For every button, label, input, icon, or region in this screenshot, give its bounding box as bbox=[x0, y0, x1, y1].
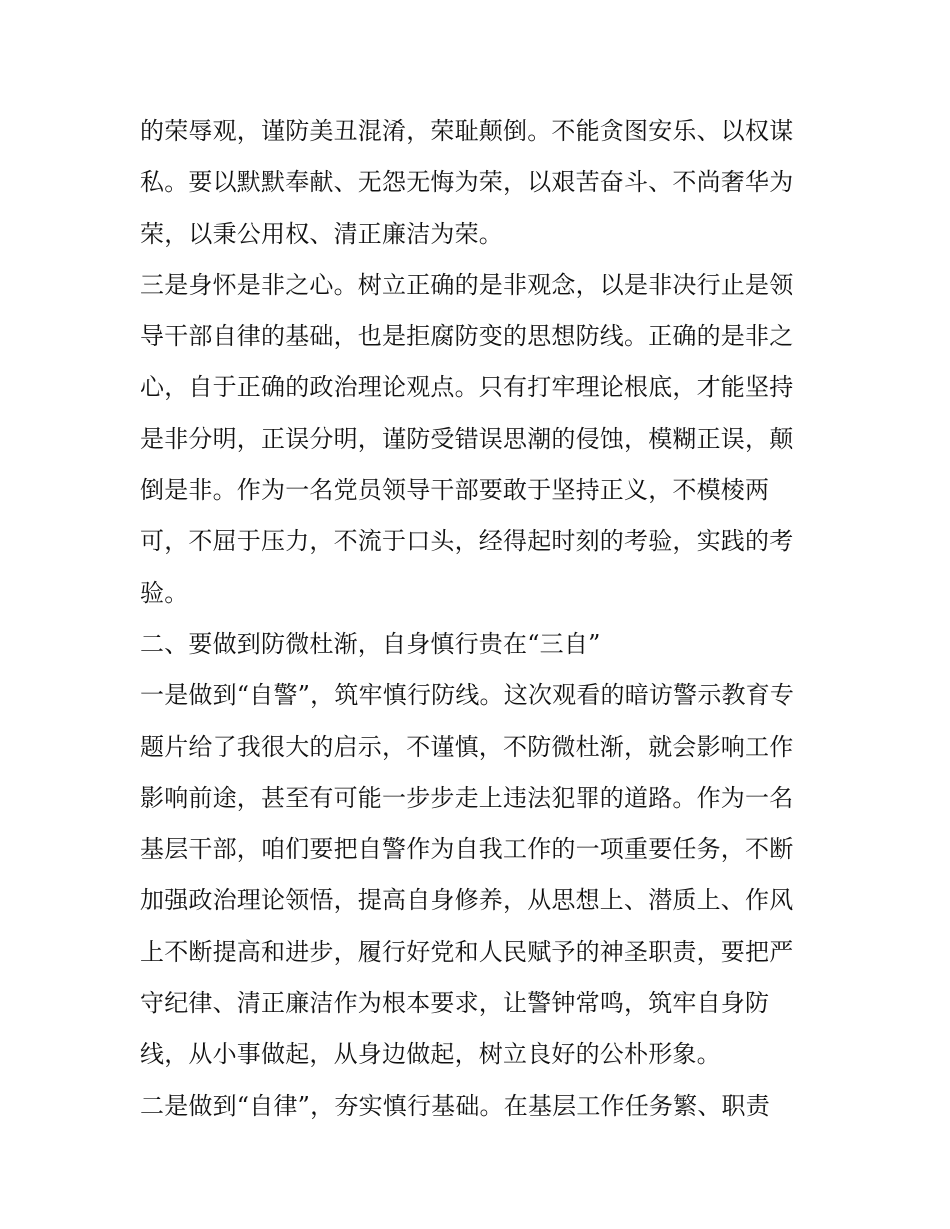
text-line: 倒是非。作为一名党员领导干部要敢于坚持正义，不模棱两 bbox=[140, 476, 770, 505]
text-line: 可，不屈于压力，不流于口头，经得起时刻的考验，实践的考 bbox=[140, 527, 794, 556]
text-line: 守纪律、清正廉洁作为根本要求，让警钟常鸣，筑牢自身防 bbox=[140, 989, 770, 1018]
text-line: 线，从小事做起，从身边做起，树立良好的公朴形象。 bbox=[140, 1040, 721, 1069]
text-line: 一是做到“自警”，筑牢慎行防线。这次观看的暗访警示教育专 bbox=[140, 681, 795, 710]
text-line: 上不断提高和进步，履行好党和人民赋予的神圣职责，要把严 bbox=[140, 937, 794, 966]
text-line: 题片给了我很大的启示，不谨慎，不防微杜渐，就会影响工作 bbox=[140, 732, 794, 761]
text-line: 影响前途，甚至有可能一步步走上违法犯罪的道路。作为一名 bbox=[140, 783, 794, 812]
text-line: 是非分明，正误分明，谨防受错误思潮的侵蚀，模糊正误，颠 bbox=[140, 424, 794, 453]
text-line: 基层干部，咱们要把自警作为自我工作的一项重要任务，不断 bbox=[140, 835, 794, 864]
text-line: 二是做到“自律”，夯实慎行基础。在基层工作任务繁、职责 bbox=[140, 1091, 770, 1120]
text-line: 荣，以秉公用权、清正廉洁为荣。 bbox=[140, 219, 503, 248]
text-line: 加强政治理论领悟，提高自身修养，从思想上、潜质上、作风 bbox=[140, 886, 794, 915]
text-line: 验。 bbox=[140, 578, 189, 607]
text-line: 的荣辱观，谨防美丑混淆，荣耻颠倒。不能贪图安乐、以权谋 bbox=[140, 117, 794, 145]
text-line: 三是身怀是非之心。树立正确的是非观念，以是非决行止是领 bbox=[140, 270, 794, 299]
document-body bbox=[140, 106, 820, 1132]
text-line: 导干部自律的基础，也是拒腐防变的思想防线。正确的是非之 bbox=[140, 322, 794, 351]
section-heading: 二、要做到防微杜渐，自身慎行贵在“三自” bbox=[140, 629, 601, 658]
text-line: 心，自于正确的政治理论观点。只有打牢理论根底，才能坚持 bbox=[140, 373, 794, 402]
text-line: 私。要以默默奉献、无怨无悔为荣，以艰苦奋斗、不尚奢华为 bbox=[140, 168, 794, 197]
